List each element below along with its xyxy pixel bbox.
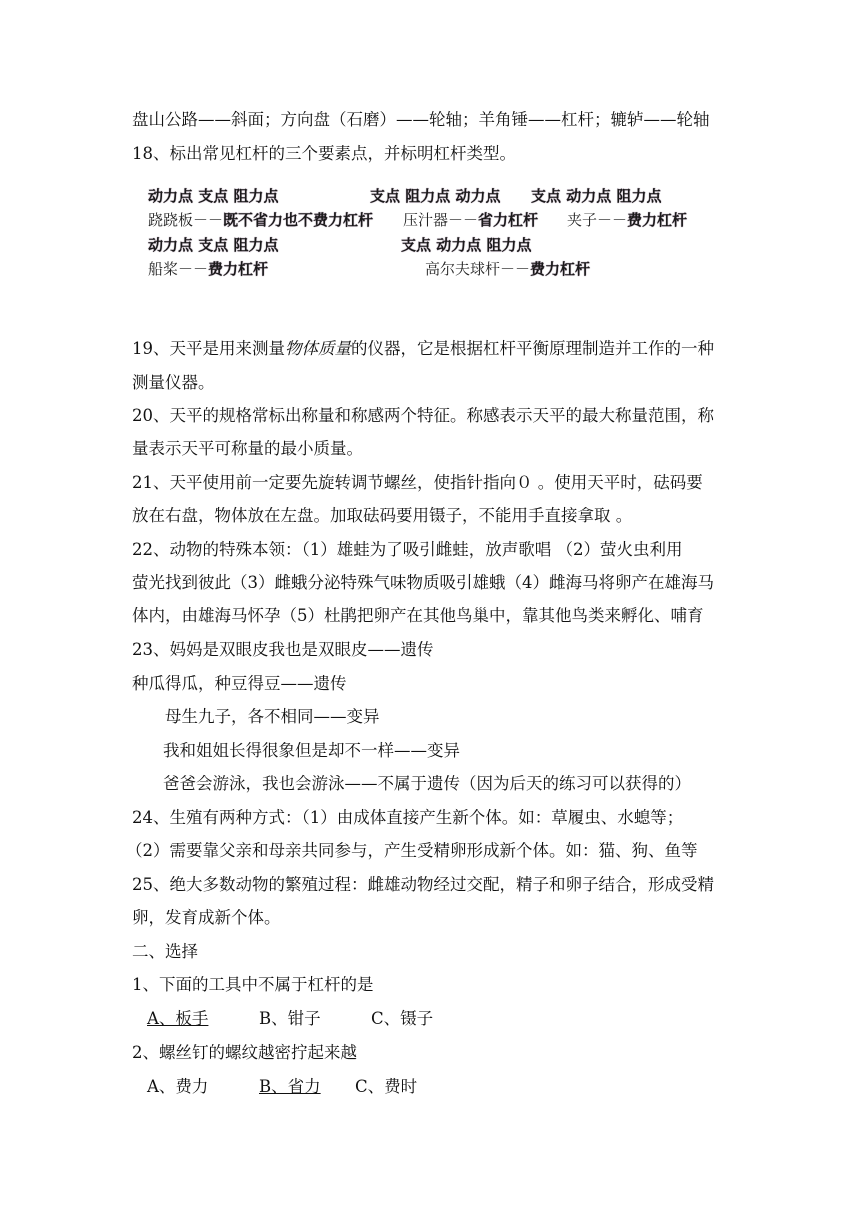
section-heading: 二、选择 [132, 942, 198, 961]
lever-golf [425, 258, 590, 280]
question-18: 18、标出常见杠杆的三个要素点，并标明杠杆类型。 [132, 144, 516, 163]
option-c[interactable]: C、费时 [355, 1077, 418, 1096]
question-20: 20、天平的规格常标出称量和称感两个特征。称感表示天平的最大称量范围，称 [132, 406, 714, 425]
lever-points-juicer: 支点 阻力点 动力点 [370, 187, 501, 205]
choice-question-2: 2、螺丝钉的螺纹越密拧起来越 [132, 1043, 357, 1062]
text-line: 量表示天平可称量的最小质量。 [132, 439, 363, 458]
question-25: 25、绝大多数动物的繁殖过程：雌雄动物经过交配，精子和卵子结合，形成受精 [132, 875, 714, 894]
text-line: 种瓜得瓜，种豆得豆——遗传 [132, 674, 347, 693]
lever-name: 压汁器－－ [403, 211, 479, 229]
text-line: 卵，发育成新个体。 [132, 908, 281, 927]
lever-type: 既不省力也不费力杠杆 [223, 211, 374, 229]
text-line: 母生九子，各不相同——变异 [165, 707, 380, 726]
text-line: 体内，由雄海马怀孕（5）杜鹃把卵产在其他鸟巢中，靠其他鸟类来孵化、哺育 [132, 606, 704, 625]
option-b[interactable]: B、钳子 [259, 1009, 321, 1028]
lever-name: 高尔夫球杆－－ [425, 260, 531, 278]
text-line: 爸爸会游泳，我也会游泳——不属于遗传（因为后天的练习可以获得的） [163, 774, 691, 793]
option-a[interactable]: A、板手 [147, 1009, 209, 1028]
question-23: 23、妈妈是双眼皮我也是双眼皮——遗传 [132, 640, 434, 659]
option-c[interactable]: C、镊子 [371, 1009, 434, 1028]
choice-question-1: 1、下面的工具中不属于杠杆的是 [132, 975, 374, 994]
text-line: 我和姐姐长得很象但是却不一样——变异 [163, 741, 460, 760]
lever-name: 船桨－－ [148, 260, 209, 278]
lever-oar [148, 258, 268, 280]
lever-points-golf: 支点 动力点 阻力点 [401, 236, 532, 254]
question-21: 21、天平使用前一定要先旋转调节螺丝，使指针指向０ 。使用天平时，砝码要 [132, 473, 703, 492]
choice-options-2 [147, 1075, 417, 1099]
question-24: 24、生殖有两种方式：（1）由成体直接产生新个体。如：草履虫、水螅等； [132, 808, 684, 827]
option-a[interactable]: A、费力 [147, 1077, 209, 1096]
option-b[interactable]: B、省力 [259, 1077, 321, 1096]
lever-points-oar: 动力点 支点 阻力点 [148, 236, 279, 254]
lever-name: 跷跷板－－ [148, 211, 224, 229]
lever-points-tongs: 支点 动力点 阻力点 [531, 187, 662, 205]
lever-type: 费力杠杆 [530, 260, 591, 278]
text-line: 放在右盘，物体放在左盘。加取砝码要用镊子，不能用手直接拿取 。 [132, 506, 633, 525]
text-line: 萤光找到彼此（3）雌蛾分泌特殊气味物质吸引雄蛾（4）雌海马将卵产在雄海马 [132, 573, 714, 592]
text-line: 盘山公路——斜面；方向盘（石磨）——轮轴；羊角锤——杠杆；辘轳——轮轴 [132, 110, 710, 129]
lever-type: 费力杠杆 [208, 260, 269, 278]
lever-seesaw [148, 209, 373, 231]
lever-name: 夹子－－ [567, 211, 628, 229]
text-line: 测量仪器。 [132, 373, 215, 392]
lever-juicer [403, 209, 538, 231]
lever-type: 省力杠杆 [478, 211, 539, 229]
lever-tongs [567, 209, 687, 231]
question-19: 19、天平是用来测量物体质量的仪器，它是根据杠杆平衡原理制造并工作的一种 [132, 339, 714, 358]
text-line: （2）需要靠父亲和母亲共同参与，产生受精卵形成新个体。如：猫、狗、鱼等 [126, 841, 698, 860]
lever-type: 费力杠杆 [627, 211, 688, 229]
lever-points-seesaw: 动力点 支点 阻力点 [148, 187, 279, 205]
question-22: 22、动物的特殊本领：（1）雄蛙为了吸引雌蛙，放声歌唱 （2）萤火虫利用 [132, 540, 683, 559]
choice-options-1 [147, 1007, 433, 1031]
